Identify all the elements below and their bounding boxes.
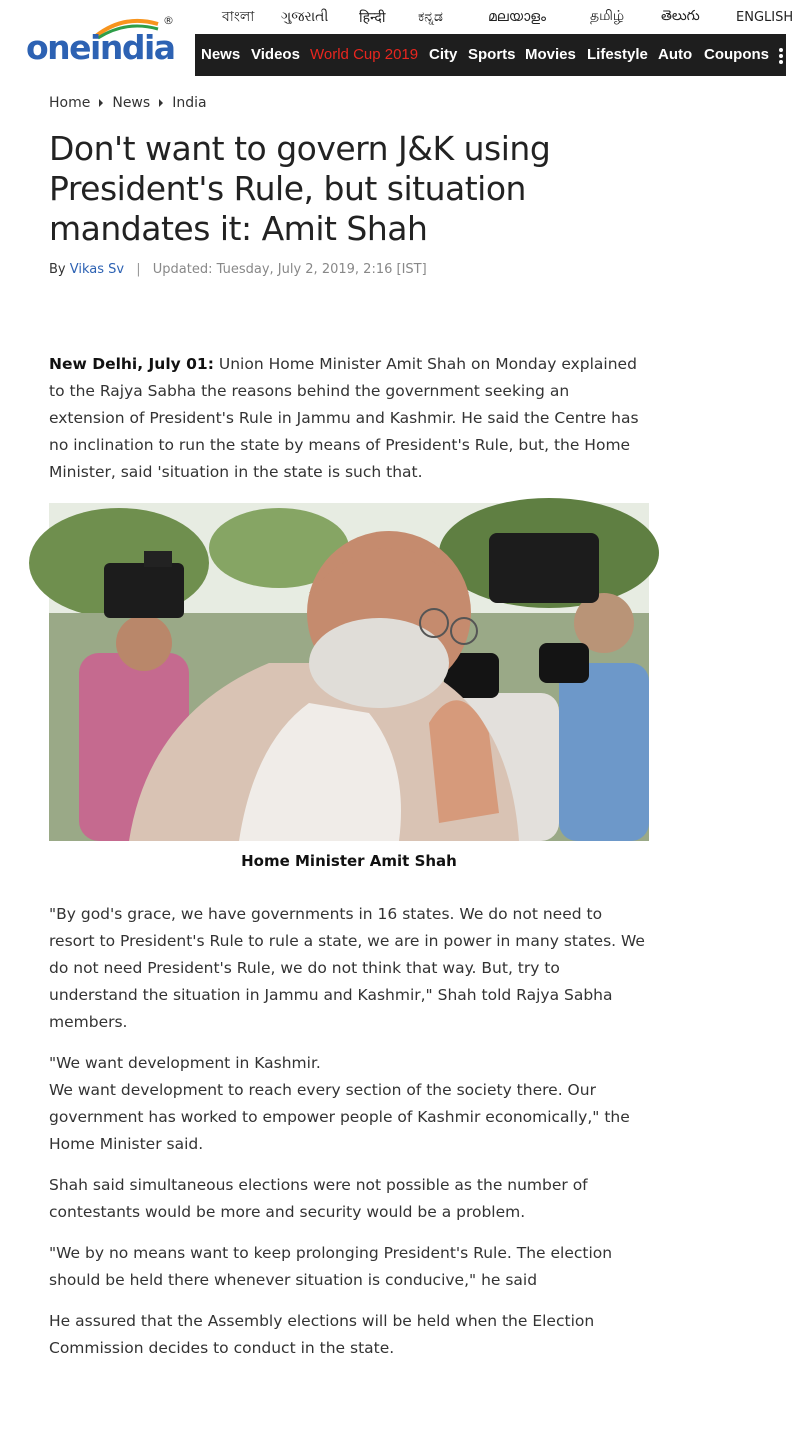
body-paragraph-1: "By god's grace, we have governments in 16 states. We do not need to resort to President's Rule to rule a state, we are in power in many states. We do not need President's Rule, we do not think that way. But, try to understand the situation in Jammu and Kashmir," Shah told Rajya Sabha members. xyxy=(49,905,645,1031)
article-photo xyxy=(49,503,649,841)
byline-prefix: By xyxy=(49,262,66,277)
logo-wordmark: oneindia xyxy=(26,28,175,67)
nav-sports[interactable]: Sports xyxy=(468,46,516,63)
lang-hindi[interactable]: हिन्दी xyxy=(359,9,386,26)
article-title: Don't want to govern J&K using President's Rule, but situation mandates it: Amit Shah xyxy=(49,129,551,248)
dateline: New Delhi, July 01: xyxy=(49,355,214,373)
article-byline xyxy=(49,262,427,277)
site-header xyxy=(0,0,793,80)
oneindia-logo[interactable] xyxy=(26,16,176,66)
main-nav xyxy=(195,34,786,76)
lang-bengali[interactable]: বাংলা xyxy=(222,9,255,25)
nav-auto[interactable]: Auto xyxy=(658,46,693,63)
lead-text: Union Home Minister Amit Shah on Monday explained to the Rajya Sabha the reasons behind the government seeking an extension of President's Rule in Jammu and Kashmir. He said the Centre has no inclination to run the state by means of President's Rule, but, the Home Minister, said 'situation in the state is such that. xyxy=(49,355,639,481)
lang-english[interactable]: ENGLISH xyxy=(736,9,793,25)
nav-videos[interactable]: Videos xyxy=(251,46,300,63)
lang-tamil[interactable]: தமிழ் xyxy=(590,8,625,24)
nav-movies[interactable]: Movies xyxy=(525,46,576,63)
nav-world-cup-2019[interactable]: World Cup 2019 xyxy=(310,46,419,63)
lang-telugu[interactable]: తెలుగు xyxy=(661,7,700,24)
breadcrumb-home[interactable]: Home xyxy=(49,95,91,111)
body-paragraph-3: Shah said simultaneous elections were not possible as the number of contestants would be more and security would be a problem. xyxy=(49,1176,588,1221)
lang-malayalam[interactable]: മലയാളം xyxy=(488,9,547,25)
nav-coupons[interactable]: Coupons xyxy=(704,46,769,63)
body-paragraph-4: "We by no means want to keep prolonging President's Rule. The election should be held there whenever situation is conducive," he said xyxy=(49,1244,613,1289)
nav-city[interactable]: City xyxy=(429,46,458,63)
article-body xyxy=(49,351,649,1376)
body-paragraph-2 xyxy=(49,1050,649,1158)
lang-kannada[interactable]: ಕನ್ನಡ xyxy=(418,9,443,25)
body-line-2a: "We want development in Kashmir. xyxy=(49,1054,321,1072)
photo-illustration xyxy=(49,503,649,841)
breadcrumb-arrow-icon xyxy=(159,99,163,107)
breadcrumb-news[interactable]: News xyxy=(112,95,151,111)
registered-mark: ® xyxy=(163,14,174,27)
nav-lifestyle[interactable]: Lifestyle xyxy=(587,46,648,63)
photo-caption: Home Minister Amit Shah xyxy=(241,852,457,870)
breadcrumb-india[interactable]: India xyxy=(172,95,207,111)
lead-paragraph xyxy=(49,351,649,486)
updated-timestamp: Updated: Tuesday, July 2, 2019, 2:16 [IST] xyxy=(152,262,427,277)
nav-news[interactable]: News xyxy=(201,46,241,63)
author-link[interactable]: Vikas Sv xyxy=(69,262,125,277)
more-menu-icon[interactable] xyxy=(776,46,786,66)
breadcrumb-arrow-icon xyxy=(99,99,103,107)
lang-gujarati[interactable]: ગુજરાતી xyxy=(281,9,329,25)
body-line-2b: We want development to reach every section of the society there. Our government has worked to empower people of Kashmir economically," the Home Minister said. xyxy=(49,1081,630,1153)
language-bar xyxy=(195,4,793,30)
byline-separator: | xyxy=(136,262,141,277)
body-paragraph-5: He assured that the Assembly elections will be held when the Election Commission decides to conduct in the state. xyxy=(49,1312,595,1357)
breadcrumb xyxy=(49,95,207,111)
